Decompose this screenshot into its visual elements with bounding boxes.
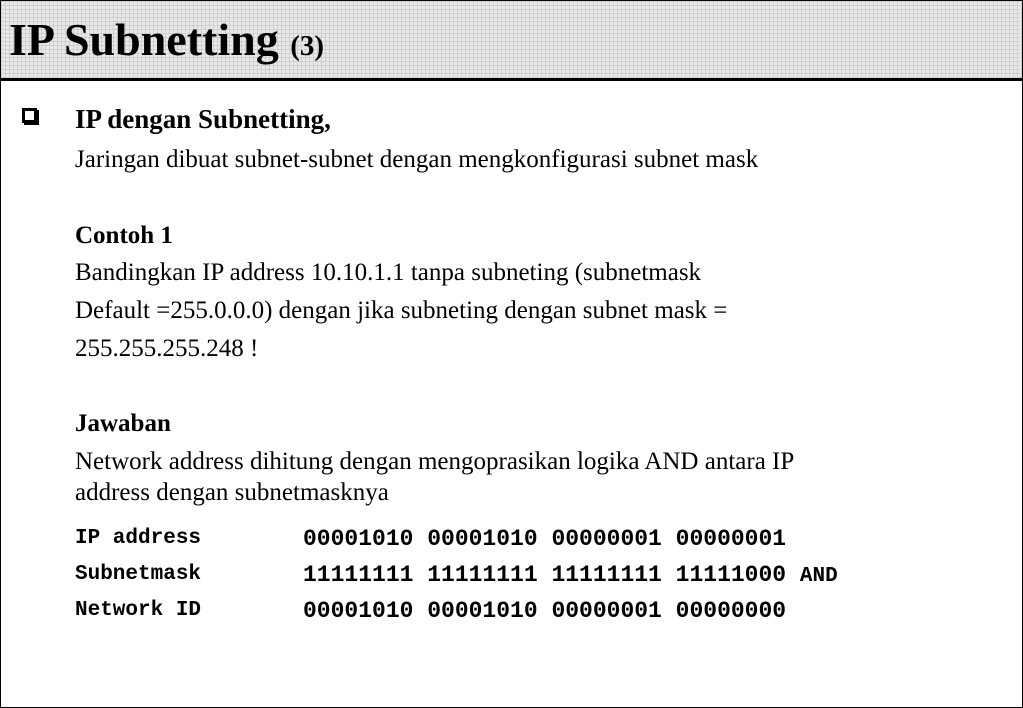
title-main: IP Subnetting	[9, 14, 279, 65]
answer-line: Network address dihitung dengan mengoprasikan logika AND antara IP	[75, 448, 795, 475]
square-bullet-icon	[22, 108, 37, 123]
row-label: IP address	[75, 527, 202, 550]
bullet-heading: IP dengan Subnetting,	[75, 104, 331, 134]
row-bits	[303, 560, 838, 592]
bullet-description: Jaringan dibuat subnet-subnet dengan mengkonfigurasi subnet mask	[75, 146, 759, 173]
example-heading: Contoh 1	[75, 222, 173, 249]
example-line: Bandingkan IP address 10.10.1.1 tanpa subneting (subnetmask	[75, 259, 702, 286]
example-line: Default =255.0.0.0) dengan jika subneting dengan subnet mask =	[75, 297, 728, 324]
row-label: Subnetmask	[75, 563, 202, 586]
title-number: (3)	[290, 30, 325, 62]
answer-heading: Jawaban	[75, 410, 171, 437]
row-bits	[303, 524, 786, 554]
bits-value: 11111111 11111111 11111111 11111000	[303, 562, 787, 588]
bits-value: 00001010 00001010 00000001 00000001	[303, 526, 787, 552]
title-bar	[1, 1, 1022, 81]
bits-value: 00001010 00001010 00000001 00000000	[303, 598, 787, 624]
answer-line: address dengan subnetmasknya	[75, 479, 389, 506]
page-title	[9, 11, 324, 75]
and-operator: AND	[799, 565, 838, 588]
row-label: Network ID	[75, 599, 202, 622]
row-bits	[303, 596, 786, 626]
example-line: 255.255.255.248 !	[75, 335, 259, 362]
